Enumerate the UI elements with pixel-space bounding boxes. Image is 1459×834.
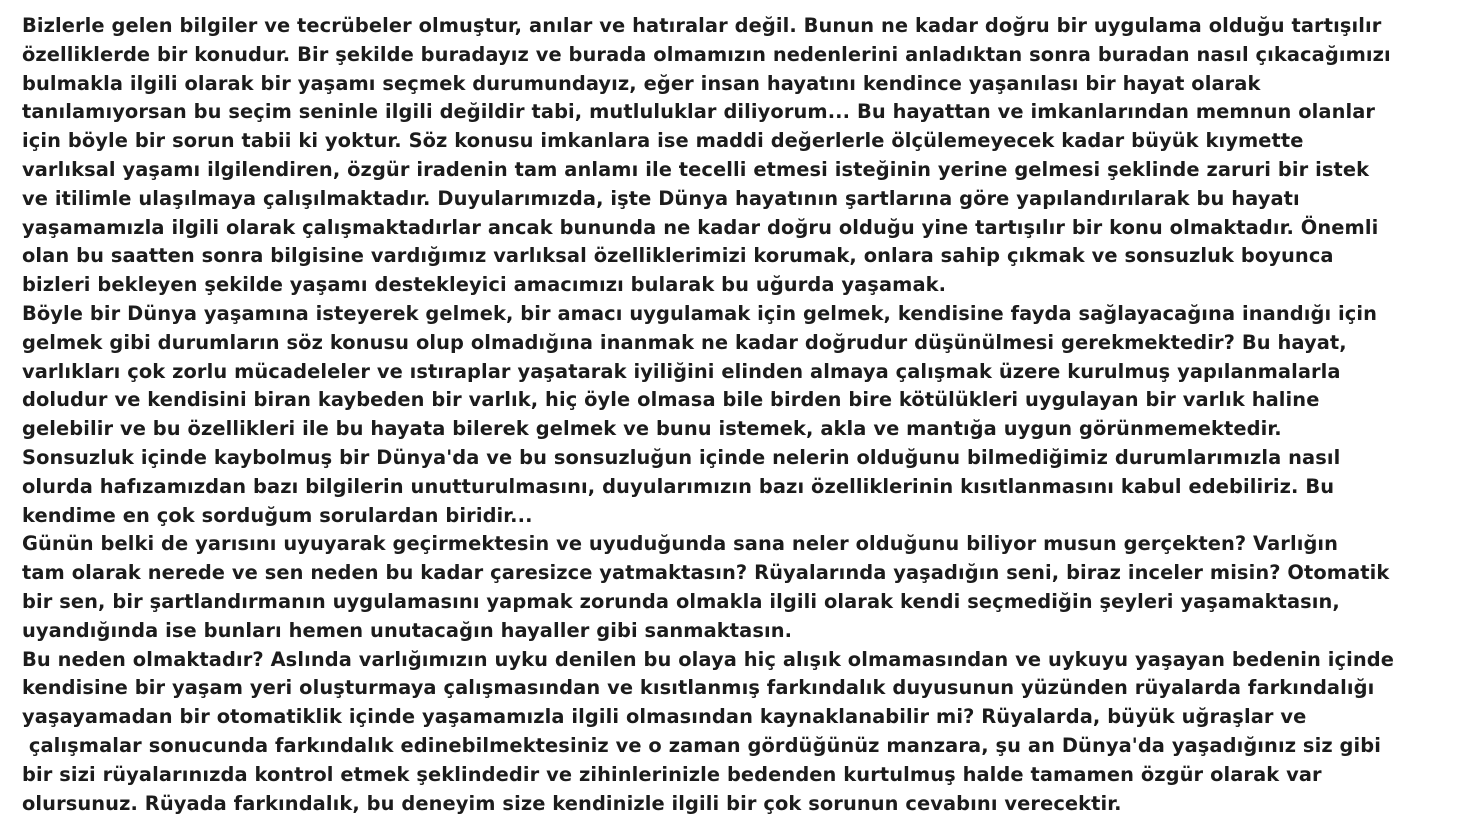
text-line: uyandığında ise bunları hemen unutacağın hayaller gibi sanmaktasın. [22,618,793,642]
text-line: kendisine bir yaşam yeri oluşturmaya çalışmasından ve kısıtlanmış farkındalık duyusunun yüzünden rüyalarda farkındalığı [22,676,1375,700]
text-line: bir sen, bir şartlandırmanın uygulamasını yapmak zorunda olmakla ilgili olarak kendi seçmediğin şeyleri yaşamaktasın, [22,589,1340,613]
text-line: bir sizi rüyalarınızda kontrol etmek şeklindedir ve zihinlerinizle bedenden kurtulmuş halde tamamen özgür olarak var [22,762,1322,786]
text-line: Bizlerle gelen bilgiler ve tecrübeler olmuştur, anılar ve hatıralar değil. Bunun ne kadar doğru bir uygulama olduğu tartışılır [22,14,1382,37]
text-line: olurda hafızamızdan bazı bilgilerin unutturulmasını, duyularımızın bazı özelliklerinin kısıtlanmasını kabul edebiliriz. Bu [22,474,1335,498]
text-line: olan bu saatten sonra bilgisine vardığımız varlıksal özelliklerimizi korumak, onlara sahip çıkmak ve sonsuzluk boyunca [22,244,1334,268]
text-line: yaşayamadan bir otomatiklik içinde yaşamamızla ilgili olmasından kaynaklanabilir mi? Rüyalarda, büyük uğraşlar ve [22,705,1307,729]
text-line: yaşamamızla ilgili olarak çalışmaktadırlar ancak bununda ne kadar doğru olduğu yine tartışılır bir konu olmaktadır. Önemli [22,215,1379,239]
text-line: tam olarak nerede ve sen neden bu kadar çaresizce yatmaktasın? Rüyalarında yaşadığın seni, biraz inceler misin? Otomatik [22,561,1390,585]
text-line: çalışmalar sonucunda farkındalık edinebilmektesiniz ve o zaman gördüğünüz manzara, şu an Dünya'da yaşadığınız siz gibi [22,733,1382,757]
text-line: Sonsuzluk içinde kaybolmuş bir Dünya'da ve bu sonsuzluğun içinde nelerin olduğunu bilmediğimiz durumlarımızla nasıl [22,445,1341,469]
text-line: gelmek gibi durumların söz konusu olup olmadığına inanmak ne kadar doğrudur düşünülmesi gerekmektedir? Bu hayat, [22,330,1347,354]
text-line: kendime en çok sorduğum sorulardan biridir... [22,503,533,527]
text-line: tanılamıyorsan bu seçim seninle ilgili değildir tabi, mutluluklar diliyorum... Bu hayattan ve imkanlarından memnun olanlar [22,100,1376,124]
text-line: için böyle bir sorun tabii ki yoktur. Söz konusu imkanlara ise maddi değerlerle ölçülemeyecek kadar büyük kıymette [22,129,1304,153]
document-body [22,12,1454,818]
text-line: olursunuz. Rüyada farkındalık, bu deneyim size kendinizle ilgili bir çok sorunun cevabını verecektir. [22,791,1122,815]
text-line: Günün belki de yarısını uyuyarak geçirmektesin ve uyuduğunda sana neler olduğunu biliyor musun gerçekten? Varlığın [22,532,1339,556]
text-line: bulmakla ilgili olarak bir yaşamı seçmek durumundayız, eğer insan hayatını kendince yaşanılası bir hayat olarak [22,71,1261,95]
text-line: varlıkları çok zorlu mücadeleler ve ıstıraplar yaşatarak iyiliğini elinden almaya çalışmak üzere kurulmuş yapılanmalarla [22,359,1341,383]
text-line: doludur ve kendisini biran kaybeden bir varlık, hiç öyle olmasa bile birden bire kötülükleri uygulayan bir varlık haline [22,388,1320,412]
text-line: özelliklerde bir konudur. Bir şekilde buradayız ve burada olmamızın nedenlerini anladıktan sonra buradan nasıl çıkacağımızı [22,42,1391,66]
text-line: bizleri bekleyen şekilde yaşamı destekleyici amacımızı bularak bu uğurda yaşamak. [22,273,947,297]
text-line: Böyle bir Dünya yaşamına isteyerek gelmek, bir amacı uygulamak için gelmek, kendisine fayda sağlayacağına inandığı için [22,301,1378,325]
text-line: varlıksal yaşamı ilgilendiren, özgür iradenin tam anlamı ile tecelli etmesi isteğinin yerine gelmesi şeklinde zaruri bir istek [22,157,1370,181]
text-line: gelebilir ve bu özellikleri ile bu hayata bilerek gelmek ve bunu istemek, akla ve mantığa uygun görünmemektedir. [22,417,1282,441]
text-line: Bu neden olmaktadır? Aslında varlığımızın uyku denilen bu olaya hiç alışık olmamasından ve uykuyu yaşayan bedenin içinde [22,647,1394,671]
text-line: ve itilimle ulaşılmaya çalışılmaktadır. Duyularımızda, işte Dünya hayatının şartlarına göre yapılandırılarak bu hayatı [22,186,1300,210]
